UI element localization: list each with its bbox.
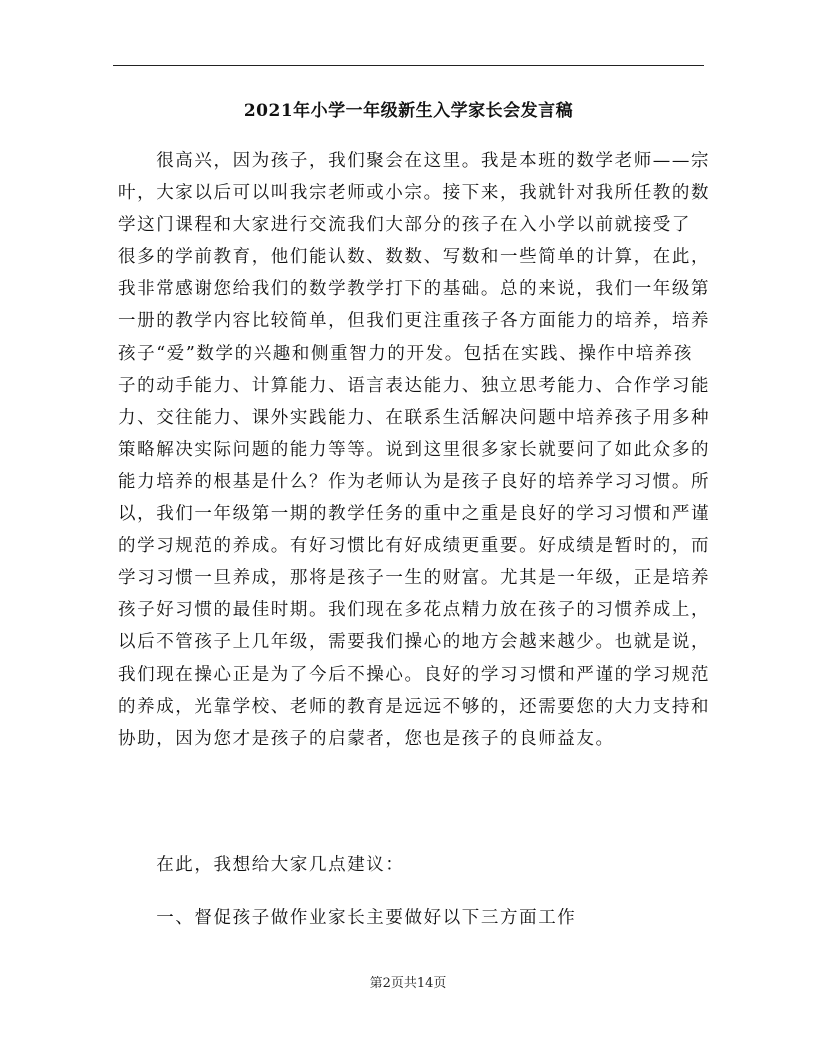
paragraph-line: 我们现在操心正是为了今后不操心。良好的学习习惯和严谨的学习规范 [118,664,711,685]
paragraph-intro [118,145,711,755]
paragraph-line: 能力培养的根基是什么？作为老师认为是孩子良好的培养学习习惯。所 [118,471,711,492]
paragraph-line: 学这门课程和大家进行交流我们大部分的孩子在入小学以前就接受了 [118,215,691,236]
paragraph-line: 协助，因为您才是孩子的启蒙者，您也是孩子的良师益友。 [118,728,615,749]
paragraph-line: 以后不管孩子上几年级，需要我们操心的地方会越来越少。也就是说， [118,632,711,653]
paragraph-line: 策略解决实际问题的能力等等。说到这里很多家长就要问了如此众多的 [118,439,711,460]
paragraph-line: 我非常感谢您给我们的数学教学打下的基础。总的来说，我们一年级第 [118,279,711,300]
paragraph-line: 一册的教学内容比较简单，但我们更注重孩子各方面能力的培养，培养 [118,311,711,332]
header-rule [113,65,704,66]
paragraph-line: 孩子好习惯的最佳时期。我们现在多花点精力放在孩子的习惯养成上， [118,600,711,621]
paragraph-line: 学习习惯一旦养成，那将是孩子一生的财富。尤其是一年级，正是培养 [118,568,711,589]
paragraph-line: 很高兴，因为孩子，我们聚会在这里。我是本班的数学老师——宗 [118,151,711,171]
paragraph-line: 子的动手能力、计算能力、语言表达能力、独立思考能力、合作学习能 [118,375,711,396]
document-title: 2021年小学一年级新生入学家长会发言稿 [243,101,574,121]
paragraph-line: 以，我们一年级第一期的教学任务的重中之重是良好的学习习惯和严谨 [118,504,711,525]
paragraph-line: 的学习规范的养成。有好习惯比有好成绩更重要。好成绩是暂时的，而 [118,536,711,557]
paragraph-line: 叶，大家以后可以叫我宗老师或小宗。接下来，我就针对我所任教的数 [118,183,711,204]
paragraph-line: 力、交往能力、课外实践能力、在联系生活解决问题中培养孩子用多种 [118,407,711,428]
page-number-footer: 第2页共14页 [369,976,447,991]
paragraph-suggestions: 在此，我想给大家几点建议： [118,855,405,875]
paragraph-line: 的养成，光靠学校、老师的教育是远远不够的，还需要您的大力支持和 [118,696,711,717]
paragraph-section-one: 一、督促孩子做作业家长主要做好以下三方面工作 [118,908,577,928]
paragraph-line: 很多的学前教育，他们能认数、数数、写数和一些简单的计算，在此， [118,247,711,268]
paragraph-line: 孩子“爱”数学的兴趣和侧重智力的开发。包括在实践、操作中培养孩 [118,343,693,364]
